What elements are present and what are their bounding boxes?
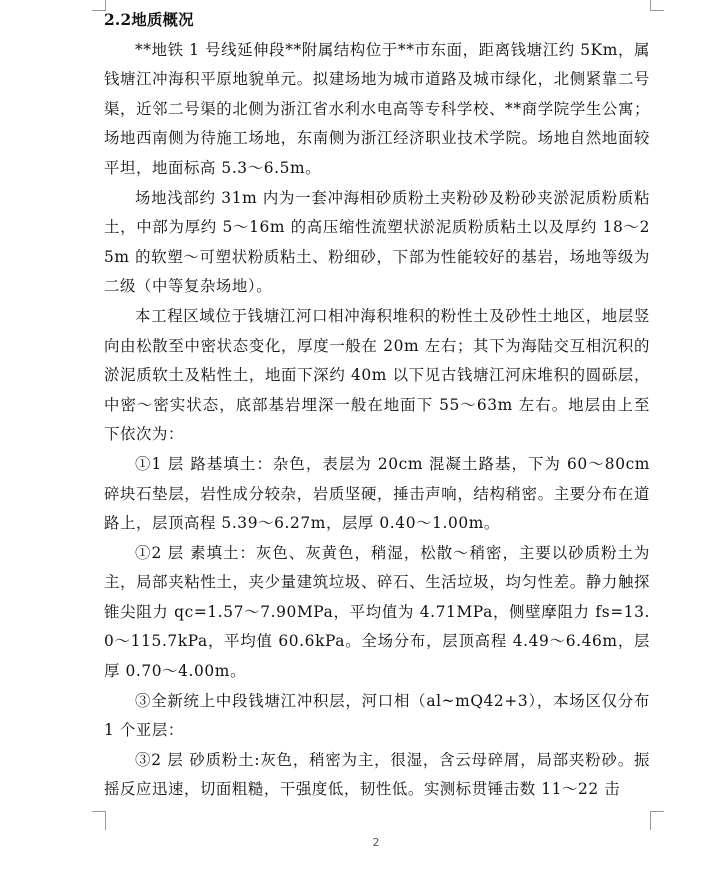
section-heading: 2.2地质概况 [104, 11, 194, 29]
paragraph-layer-3: ③全新统上中段钱塘江冲积层，河口相（al~mQ42+3），本场区仅分布 1 个亚层： [104, 691, 650, 740]
paragraph-layer-1-1: ①1 层 路基填土：杂色，表层为 20cm 混凝土路基，下为 60～80cm 碎块石垫层，岩性成分较杂，岩质坚硬，捶击声响，结构稍密。主要分布在道路上，层顶高程 5.39～6.27m，层厚 0.40～1.00m。 [104, 454, 650, 533]
paragraph-strata-overview: 场地浅部约 31m 内为一套冲海相砂质粉土夹粉砂及粉砂夹淤泥质粉质粘土，中部为厚约 5～16m 的高压缩性流塑状淤泥质粉质粘土以及厚约 18～25m 的软塑～可塑状粉质粘土、粉细砂，下部为性能较好的基岩，场地等级为二级（中等复杂场地）。 [104, 188, 650, 296]
paragraph-location: **地铁 1 号线延伸段**附属结构位于**市东面，距离钱塘江约 5Km，属钱塘江冲海积平原地貌单元。拟建场地为城市道路及城市绿化，北侧紧靠二号渠，近邻二号渠的北侧为浙江省水利水电高等专科学校、**商学院学生公寓；场地西南侧为待施工场地，东南侧为浙江经济职业技术学院。场地自然地面较平坦，地面标高 5.3～6.5m。 [104, 40, 650, 177]
page-corner-mark-bottom-left [92, 811, 106, 830]
page-corner-mark-bottom-right [650, 811, 664, 830]
paragraph-layer-3-2: ③2 层 砂质粉土:灰色，稍密为主，很湿，含云母碎屑，局部夹粉砂。振摇反应迅速，切面粗糙，干强度低，韧性低。实测标贯锤击数 11～22 击 [104, 750, 650, 799]
page-number: 2 [372, 836, 380, 849]
paragraph-region-geology: 本工程区域位于钱塘江河口相冲海积堆积的粉性土及砂性土地区，地层竖向由松散至中密状态变化，厚度一般在 20m 左右；其下为海陆交互相沉积的淤泥质软土及粘性土，地面下深约 40m 以下见古钱塘江河床堆积的圆砾层，中密～密实状态，底部基岩埋深一般在地面下 55～63m 左右。地层由上至下依次为： [104, 306, 650, 444]
page-corner-mark-top-right [650, 0, 664, 11]
document-body [104, 6, 650, 805]
paragraph-layer-1-2: ①2 层 素填土：灰色、灰黄色，稍湿，松散～稍密，主要以砂质粉土为主，局部夹粘性土，夹少量建筑垃圾、碎石、生活垃圾，均匀性差。静力触探锥尖阻力 qc=1.57～7.90MPa，平均值为 4.71MPa，侧壁摩阻力 fs=13.0～115.7kPa，平均值 60.6kPa。全场分布，层顶高程 4.49～6.46m，层厚 0.70～4.00m。 [104, 543, 650, 681]
